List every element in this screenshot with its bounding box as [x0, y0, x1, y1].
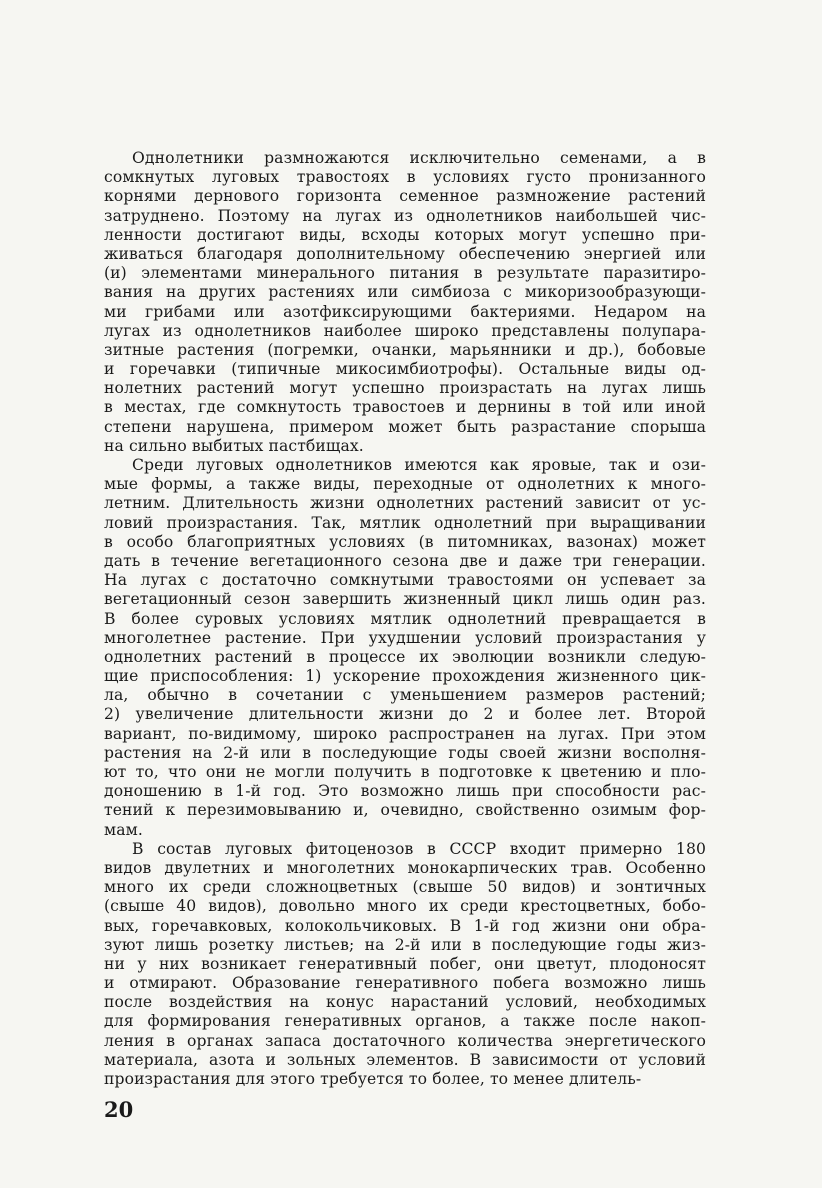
text-line: (и) элементами минерального питания в результате паразитиро-: [104, 264, 706, 283]
text-line: 2) увеличение длительности жизни до 2 и более лет. Второй: [104, 705, 706, 724]
text-line: и горечавки (типичные микосимбиотрофы). Остальные виды од-: [104, 360, 706, 379]
text-line: ловий произрастания. Так, мятлик однолетний при выращивании: [104, 513, 706, 532]
text-line: произрастания для этого требуется то более, то менее длитель-: [104, 1070, 642, 1088]
text-line: ми грибами или азотфиксирующими бактериями. Недаром на: [104, 302, 706, 321]
text-line: в особо благоприятных условиях (в питомниках, вазонах) может: [104, 532, 706, 551]
text-line: ни у них возникает генеративный побег, они цветут, плодоносят: [104, 954, 706, 973]
text-line: затруднено. Поэтому на лугах из однолетников наибольшей чис-: [104, 206, 706, 225]
text-line: зитные растения (погремки, очанки, марьянники и др.), бобовые: [104, 340, 706, 359]
text-line: В более суровых условиях мятлик однолетний превращается в: [104, 609, 706, 628]
text-line: вегетационный сезон завершить жизненный цикл лишь один раз.: [104, 590, 706, 609]
text-line: живаться благодаря дополнительному обеспечению энергией или: [104, 244, 706, 263]
text-line: после воздействия на конус нарастаний условий, необходимых: [104, 993, 706, 1012]
text-line: на сильно выбитых пастбищах.: [104, 436, 364, 455]
text-line: зуют лишь розетку листьев; на 2-й или в последующие годы жиз-: [104, 935, 706, 954]
text-line: корнями дернового горизонта семенное размножение растений: [104, 187, 706, 206]
text-line: материала, азота и зольных элементов. В зависимости от условий: [104, 1050, 706, 1069]
text-line: мые формы, а также виды, переходные от однолетних к много-: [104, 475, 706, 494]
text-line: На лугах с достаточно сомкнутыми травостоями он успевает за: [104, 571, 706, 590]
text-line: многолетнее растение. При ухудшении условий произрастания у: [104, 628, 706, 647]
text-line: дать в течение вегетационного сезона две и даже три генерации.: [104, 551, 706, 570]
text-line: щие приспособления: 1) ускорение прохождения жизненного цик-: [104, 667, 706, 686]
text-line: вания на других растениях или симбиоза с микоризообразующи-: [104, 283, 706, 302]
paragraph: [104, 840, 706, 1089]
text-line: мам.: [104, 820, 143, 839]
text-line: тений к перезимовыванию и, очевидно, свойственно озимым фор-: [104, 801, 706, 820]
text-line: нолетних растений могут успешно произрастать на лугах лишь: [104, 379, 706, 398]
paragraph: [104, 149, 706, 456]
text-line: лугах из однолетников наиболее широко представлены полупара-: [104, 321, 706, 340]
text-line: ют то, что они не могли получить в подготовке к цветению и пло-: [104, 763, 706, 781]
text-line: много их среди сложноцветных (свыше 50 видов) и зонтичных: [104, 878, 706, 897]
text-line: ла, обычно в сочетании с уменьшением размеров растений;: [104, 686, 706, 705]
text-line: ления в органах запаса достаточного количества энергетического: [104, 1031, 706, 1050]
body-text: [104, 149, 706, 1089]
text-line: летним. Длительность жизни однолетних растений зависит от ус-: [104, 494, 706, 513]
text-line: в местах, где сомкнутость травостоев и дернины в той или иной: [104, 398, 706, 417]
page-number: 20: [104, 1097, 134, 1122]
text-line: вых, горечавковых, колокольчиковых. В 1-й год жизни они обра-: [104, 916, 706, 935]
text-line: вариант, по-видимому, широко распространен на лугах. При этом: [104, 724, 706, 743]
text-line: В состав луговых фитоценозов в СССР входит примерно 180: [132, 839, 706, 858]
text-line: степени нарушена, примером может быть разрастание спорыша: [104, 417, 706, 436]
text-line: Однолетники размножаются исключительно семенами, а в: [132, 149, 706, 167]
paragraph: [104, 456, 706, 840]
text-line: сомкнутых луговых травостоях в условиях густо пронизанного: [104, 168, 706, 187]
text-line: и отмирают. Образование генеративного побега возможно лишь: [104, 974, 706, 993]
text-line: доношению в 1-й год. Это возможно лишь при способности рас-: [104, 782, 706, 801]
text-line: растения на 2-й или в последующие годы своей жизни восполня-: [104, 743, 706, 762]
text-line: ленности достигают виды, всходы которых могут успешно при-: [104, 225, 706, 244]
text-line: видов двулетних и многолетних монокарпических трав. Особенно: [104, 858, 706, 877]
text-line: для формирования генеративных органов, а также после накоп-: [104, 1012, 706, 1031]
text-line: (свыше 40 видов), довольно много их среди крестоцветных, бобо-: [104, 897, 706, 916]
text-line: однолетних растений в процессе их эволюции возникли следую-: [104, 647, 706, 666]
text-line: Среди луговых однолетников имеются как яровые, так и ози-: [132, 456, 706, 474]
